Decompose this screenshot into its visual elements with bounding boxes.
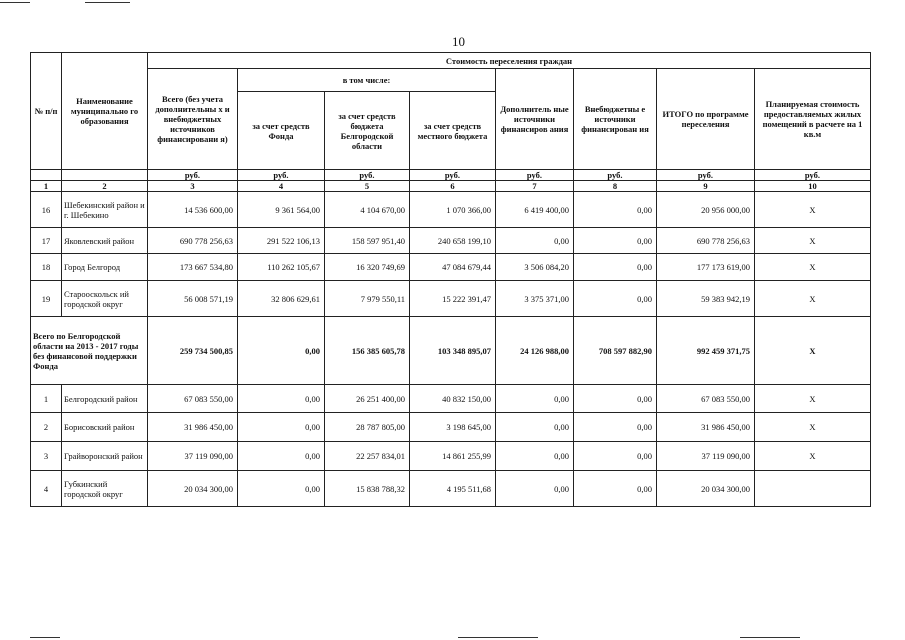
col-number: 9 <box>657 181 755 192</box>
table-row: 2 Борисовский район 31 986 450,00 0,00 28 787 805,00 3 198 645,00 0,00 0,00 31 986 450,00 X <box>31 413 871 442</box>
unit-cell: руб. <box>410 170 496 181</box>
col-number: 3 <box>148 181 238 192</box>
table-row: 16 Шебекинский район и г. Шебекино 14 536 600,00 9 361 564,00 4 104 670,00 1 070 366,00 6 419 400,00 0,00 20 956 000,00 X <box>31 192 871 228</box>
col-number: 10 <box>755 181 871 192</box>
table-row: 1 Белгородский район 67 083 550,00 0,00 26 251 400,00 40 832 150,00 0,00 0,00 67 083 550,00 X <box>31 385 871 413</box>
header-name: Наименование муниципально го образования <box>62 53 148 170</box>
scan-artifact <box>85 2 130 3</box>
header-including: в том числе: <box>238 69 496 92</box>
unit-cell: руб. <box>657 170 755 181</box>
table-row: 19 Старооскольск ий городской округ 56 008 571,19 32 806 629,61 7 979 550,11 15 222 391,47 3 375 371,00 0,00 59 383 942,19 X <box>31 281 871 317</box>
page-number: 10 <box>452 34 465 49</box>
table-row: 3 Грайворонский район 37 119 090,00 0,00 22 257 834,01 14 861 255,99 0,00 0,00 37 119 090,00 X <box>31 442 871 471</box>
col-number: 4 <box>238 181 325 192</box>
scan-artifact <box>458 637 538 638</box>
header-fund: за счет средств Фонда <box>238 92 325 170</box>
unit-cell: руб. <box>496 170 574 181</box>
scan-artifact <box>30 637 60 638</box>
unit-cell: руб. <box>148 170 238 181</box>
unit-cell: руб. <box>755 170 871 181</box>
table-row: 4 Губкинский городской округ 20 034 300,00 0,00 15 838 788,32 4 195 511,68 0,00 0,00 20 034 300,00 <box>31 471 871 507</box>
header-local: за счет средств местного бюджета <box>410 92 496 170</box>
col-number: 7 <box>496 181 574 192</box>
summary-label: Всего по Белгородской области на 2013 - 2017 годы без финансовой поддержки Фонда <box>31 317 148 385</box>
header-itogo: ИТОГО по программе переселения <box>657 69 755 170</box>
header-num: № п/п <box>31 53 62 170</box>
summary-row: Всего по Белгородской области на 2013 - 2017 годы без финансовой поддержки Фонда 259 734 500,85 0,00 156 385 605,78 103 348 895,07 24 126 988,00 708 597 882,90 992 459 371,75 X <box>31 317 871 385</box>
unit-cell: руб. <box>325 170 410 181</box>
col-number: 6 <box>410 181 496 192</box>
scan-artifact <box>740 637 800 638</box>
col-number: 2 <box>62 181 148 192</box>
col-number: 8 <box>574 181 657 192</box>
header-additional: Дополнитель ные источники финансиров ания <box>496 69 574 170</box>
header-cost-group: Стоимость переселения граждан <box>148 53 871 69</box>
resettlement-cost-table <box>30 52 871 507</box>
scan-artifact <box>0 2 30 3</box>
col-number: 1 <box>31 181 62 192</box>
header-total: Всего (без учета дополнительны х и внебюджетных источников финансировани я) <box>148 69 238 170</box>
header-planned: Планируемая стоимость предоставляемых жилых помещений в расчете на 1 кв.м <box>755 69 871 170</box>
unit-cell: руб. <box>238 170 325 181</box>
col-number: 5 <box>325 181 410 192</box>
cost-table-wrapper <box>30 52 871 507</box>
header-regional: за счет средств бюджета Белгородской области <box>325 92 410 170</box>
table-row: 17 Яковлевский район 690 778 256,63 291 522 106,13 158 597 951,40 240 658 199,10 0,00 0,00 690 778 256,63 X <box>31 228 871 254</box>
header-extrabudget: Внебюджетны е источники финансирован ия <box>574 69 657 170</box>
unit-cell: руб. <box>574 170 657 181</box>
table-row: 18 Город Белгород 173 667 534,80 110 262 105,67 16 320 749,69 47 084 679,44 3 506 084,20 0,00 177 173 619,00 X <box>31 254 871 281</box>
